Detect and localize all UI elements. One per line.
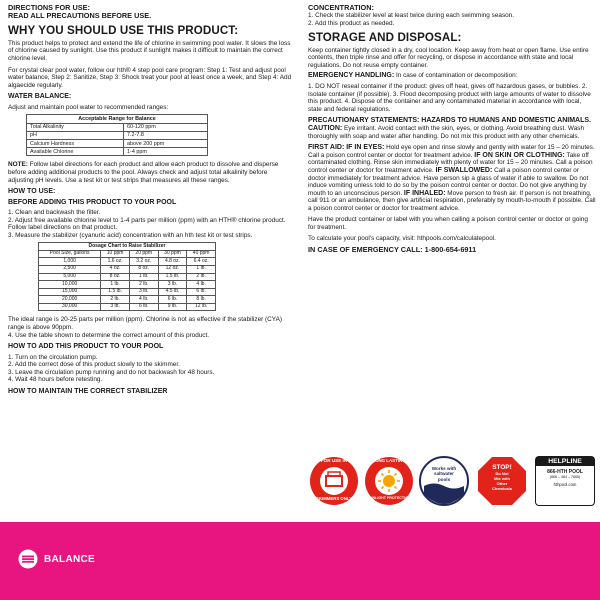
table-cell: 1 lb. bbox=[187, 266, 216, 274]
table-cell: 1 lb. bbox=[101, 281, 130, 289]
table-row bbox=[39, 273, 216, 281]
table-cell: 10,000 bbox=[39, 281, 101, 289]
storage-heading: STORAGE AND DISPOSAL: bbox=[308, 30, 462, 44]
table-row bbox=[39, 303, 216, 311]
saltwater-line-1: Works with bbox=[431, 466, 457, 471]
calculate-text: To calculate your pool's capacity, visit: hthpools.com/calculatepool. bbox=[308, 234, 496, 242]
ideal-range-text: The ideal range is 20-25 parts per million (ppm). Chlorine is not as effective if the stabilizer (CYA) range is above 90ppm. bbox=[8, 316, 282, 332]
badge-row bbox=[307, 456, 597, 514]
table-cell: 30,000 bbox=[39, 303, 101, 311]
saltwater-badge bbox=[419, 456, 469, 506]
range-table-caption: Acceptable Range for Balance bbox=[27, 115, 208, 123]
sunlight-bottom-label: SUNLIGHT PROTECTION bbox=[367, 496, 411, 500]
before-step-4: 4. Use the table shown to determine the correct amount of this product. bbox=[8, 331, 210, 339]
add-step-1: 1. Turn on the circulation pump. bbox=[8, 353, 98, 361]
table-row bbox=[39, 296, 216, 304]
table-cell: 6.4 oz. bbox=[187, 258, 216, 266]
range-value: 60-120 ppm bbox=[124, 123, 208, 131]
add-step-4: 4. Wait 48 hours before retesting. bbox=[8, 376, 103, 384]
table-cell: 4 oz. bbox=[101, 266, 130, 274]
maintain-heading: HOW TO MAINTAIN THE CORRECT STABILIZER bbox=[8, 388, 168, 396]
precaution-heading: PRECAUTIONARY STATEMENTS: HAZARDS TO HUMANS AND DOMESTIC ANIMALS. CAUTION: bbox=[308, 117, 591, 132]
sunlight-protection-badge bbox=[364, 456, 414, 506]
before-adding-heading: BEFORE ADDING THIS PRODUCT TO YOUR POOL bbox=[8, 198, 177, 206]
directions-heading: DIRECTIONS FOR USE: bbox=[8, 3, 90, 12]
add-step-2: 2. Add the correct dose of this product slowly to the skimmer. bbox=[8, 361, 180, 369]
before-step-3: 3. Measure the stabilizer (cyanuric acid) concentration with an hth test kit or test strips. bbox=[8, 231, 253, 239]
balance-icon bbox=[18, 549, 38, 569]
table-cell: 3.2 oz. bbox=[129, 258, 158, 266]
left-column bbox=[8, 4, 294, 398]
table-cell: 1.5 lb. bbox=[158, 273, 187, 281]
add-step-3: 3. Leave the circulation pump running and do not backwash for 48 hours. bbox=[8, 368, 215, 376]
table-cell: 9 lb. bbox=[158, 303, 187, 311]
table-cell: 8 oz. bbox=[129, 266, 158, 274]
table-cell: 2 lb. bbox=[187, 273, 216, 281]
note-label: NOTE: bbox=[8, 161, 28, 169]
table-cell: 3 lb. bbox=[158, 281, 187, 289]
table-cell: 4 lb. bbox=[187, 281, 216, 289]
before-step-1: 1. Clean and backwash the filter. bbox=[8, 208, 101, 216]
dosage-table-caption: Dosage Chart to Raise Stabilizer bbox=[39, 243, 216, 251]
first-aid-text bbox=[308, 144, 596, 212]
emergency-line bbox=[308, 72, 596, 80]
steps-text: For crystal clear pool water, follow our hth® 4 step pool care program: Step 1: Test and adjust pool water balance, Step 2: Sanitize, Step 3: Shock treat your pool at least once a week, and Step 4: Add algaecide regularly. bbox=[8, 66, 292, 89]
why-heading: WHY YOU SHOULD USE THIS PRODUCT: bbox=[8, 23, 239, 37]
balance-indicator bbox=[18, 549, 95, 569]
table-cell: 4.5 lb. bbox=[158, 288, 187, 296]
saltwater-text bbox=[419, 466, 469, 482]
table-cell: 8 lb. bbox=[187, 296, 216, 304]
table-cell: 1.6 oz. bbox=[101, 258, 130, 266]
stop-word: STOP! bbox=[492, 464, 512, 471]
range-table bbox=[26, 114, 208, 156]
column-header: 20 ppm bbox=[129, 250, 158, 258]
table-cell: 1,000 bbox=[39, 258, 101, 266]
table-cell: 2 lb. bbox=[129, 281, 158, 289]
why-text: This product helps to protect and extend the life of chlorine in swimming pool water. It slows the loss of chlorine caused by sunlight. Use this product if sunlight makes it difficult to maintain the correct chlorine level. bbox=[8, 39, 291, 62]
table-cell: 1.5 lb. bbox=[101, 288, 130, 296]
inhaled-body: Move person to fresh air. If person is not breathing, call 911 or an ambulance, then give artificial respiration, preferably by mouth-to-mouth if possible. Call a poison control center or doctor for treatment advice. bbox=[308, 189, 596, 212]
column-header: Pool Size, gallons bbox=[39, 250, 101, 258]
table-cell: 3 lb. bbox=[129, 288, 158, 296]
saltwater-line-3: pools bbox=[437, 476, 451, 482]
right-column bbox=[308, 4, 596, 255]
table-cell: 6 lb. bbox=[129, 303, 158, 311]
first-aid-eyes-label: FIRST AID: IF IN EYES: bbox=[308, 144, 385, 152]
table-row bbox=[39, 258, 216, 266]
table-cell: 15,000 bbox=[39, 288, 101, 296]
column-header: 10 ppm bbox=[101, 250, 130, 258]
balance-band bbox=[0, 522, 600, 600]
table-row bbox=[27, 131, 208, 139]
column-header: 40 ppm bbox=[187, 250, 216, 258]
table-row bbox=[27, 148, 208, 156]
column-header: 30 ppm bbox=[158, 250, 187, 258]
table-cell: 1 lb. bbox=[129, 273, 158, 281]
table-cell: 2 lb. bbox=[101, 296, 130, 304]
skin-label: IF ON SKIN OR CLOTHING: bbox=[474, 151, 565, 159]
table-cell: 3 lb. bbox=[101, 303, 130, 311]
stop-line-4: Chemicals bbox=[491, 486, 512, 491]
range-value: 1-4 ppm bbox=[124, 148, 208, 156]
table-cell: 2,500 bbox=[39, 266, 101, 274]
stop-text bbox=[477, 465, 527, 491]
table-cell: 5,000 bbox=[39, 273, 101, 281]
table-cell: 6 lb. bbox=[187, 288, 216, 296]
note-text bbox=[8, 161, 294, 184]
helpline-number: 866-HTH POOL bbox=[547, 469, 583, 475]
skin-body: Take off contaminated clothing. Rinse skin immediately with plenty of water for 15 – 20 minutes. Call a poison control center or doctor for treatment advice. bbox=[308, 151, 593, 174]
stop-badge bbox=[477, 456, 527, 506]
range-name: Available Chlorine bbox=[27, 148, 124, 156]
before-step-2: 2. Adjust free available chlorine level to 1-4 parts per million (ppm) with an HTH® chlorine product. Follow label directions on that product. bbox=[8, 216, 286, 232]
how-to-use-heading: HOW TO USE: bbox=[8, 188, 56, 196]
range-value: above 200 ppm bbox=[124, 139, 208, 147]
range-value: 7.2-7.8 bbox=[124, 131, 208, 139]
emergency-call: IN CASE OF EMERGENCY CALL: 1-800-654-6911 bbox=[308, 245, 477, 255]
concentration-step-2: 2. Add this product as needed. bbox=[308, 20, 395, 27]
table-row bbox=[27, 139, 208, 147]
precaution-body: Eye irritant. Avoid contact with the skin, eyes, or clothing. Avoid breathing dust. Wash thoroughly with soap and water after handling. Do not mix this product with any other chemicals. bbox=[308, 124, 585, 140]
table-header-row bbox=[39, 250, 216, 258]
water-balance-heading: WATER BALANCE: bbox=[8, 93, 72, 101]
stop-line-2: Mix with bbox=[494, 476, 510, 481]
table-cell: 4 lb. bbox=[129, 296, 158, 304]
water-balance-text: Adjust and maintain pool water to recommended ranges: bbox=[8, 103, 169, 111]
table-row bbox=[39, 266, 216, 274]
table-cell: 8 oz. bbox=[101, 273, 130, 281]
range-name: Calcium Hardness bbox=[27, 139, 124, 147]
concentration-step-1: 1. Check the stabilizer level at least twice during each swimming season. bbox=[308, 12, 515, 20]
table-cell: 6 lb. bbox=[158, 296, 187, 304]
swallowed-label: IF SWALLOWED: bbox=[435, 166, 493, 174]
table-row bbox=[39, 281, 216, 289]
concentration-heading: CONCENTRATION: bbox=[308, 3, 374, 12]
table-cell: 4.8 oz. bbox=[158, 258, 187, 266]
note-body: Follow label directions for each product and allow each product to dissolve and disperse before adding additional products to the pool. Always check and adjust total alkalinity before adjusting pH levels. Use a test kit or test strips that measures all these ranges. bbox=[8, 161, 279, 184]
skimmer-bottom-label: SKIMMERS ONLY bbox=[316, 496, 352, 501]
saltwater-line-2: saltwater bbox=[434, 471, 454, 477]
precaution-text bbox=[308, 117, 596, 140]
balance-label: BALANCE bbox=[44, 553, 95, 565]
swallowed-body: Call a poison control center or doctor immediately for treatment advice. Have person sip a glass of water if able to swallow. Do not induce vomiting unless told to do so by the poison control center or doctor. Do not give anything by mouth to an unconscious person. bbox=[308, 166, 589, 197]
table-row bbox=[39, 288, 216, 296]
dosage-table bbox=[38, 242, 216, 311]
range-name: pH bbox=[27, 131, 124, 139]
table-row bbox=[27, 123, 208, 131]
table-cell: 12 oz. bbox=[158, 266, 187, 274]
emergency-intro: In case of contamination or decomposition: bbox=[394, 72, 518, 80]
stop-line-3: Other bbox=[496, 481, 508, 486]
table-cell: 12 lb. bbox=[187, 303, 216, 311]
skimmer-only-badge bbox=[309, 456, 359, 506]
first-aid-eyes-body: Hold eye open and rinse slowly and gently with water for 15 – 20 minutes. Call a poison control center or doctor for treatment advice. bbox=[308, 144, 595, 159]
storage-text: Keep container tightly closed in a dry, cool location. Keep away from heat or open flame. Use entire contents, then triple rinse and offer for recycling, or dispose in accordance with state and local regulations. Do not reuse empty container. bbox=[308, 46, 589, 69]
helpline-digits: (866 – 484 – 7665) bbox=[549, 475, 581, 479]
table-cell: 20,000 bbox=[39, 296, 101, 304]
skimmer-top-label: FOR USE IN bbox=[320, 458, 348, 463]
sunlight-top-label: LONG LASTING bbox=[372, 458, 406, 463]
helpline-badge bbox=[535, 456, 595, 506]
helpline-site: hthpool.com bbox=[553, 482, 577, 487]
helpline-title: HELPLINE bbox=[536, 457, 594, 466]
how-add-heading: HOW TO ADD THIS PRODUCT TO YOUR POOL bbox=[8, 343, 164, 351]
have-container-text: Have the product container or label with you when calling a poison control center or doctor or going for treatment. bbox=[308, 216, 588, 232]
emergency-label: EMERGENCY HANDLING: bbox=[308, 72, 395, 80]
range-name: Total Alkalinity bbox=[27, 123, 124, 131]
inhaled-label: IF INHALED: bbox=[403, 189, 446, 197]
precautions-heading: READ ALL PRECAUTIONS BEFORE USE. bbox=[8, 11, 152, 21]
emergency-body: 1. DO NOT reseal container if the product: gives off heat, gives off hazardous gases, or bubbles. 2. Isolate container (if possible). 3. Flood decomposing product with large amounts of water to dissolve this product. 4. Dispose of the container and any contaminated material in accordance with local, state and federal regulations. bbox=[308, 82, 591, 113]
stop-line-1: Do Not bbox=[495, 471, 509, 476]
